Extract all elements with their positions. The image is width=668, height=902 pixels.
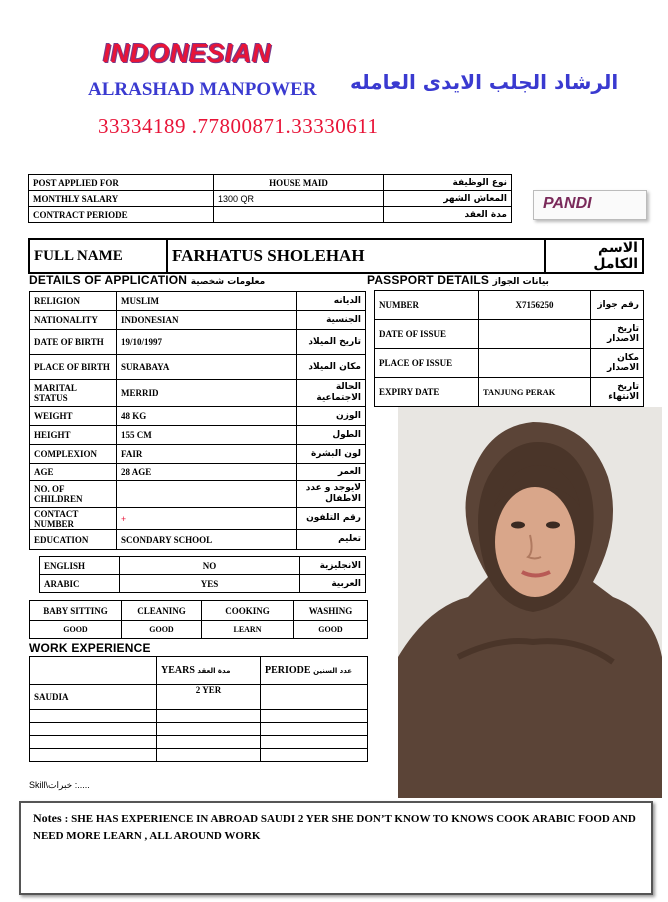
skills-table xyxy=(29,600,368,639)
language-value: YES xyxy=(120,575,300,593)
post-row xyxy=(29,175,512,191)
passport-label: PLACE OF ISSUE xyxy=(375,349,479,378)
work-years-label: YEARS xyxy=(161,665,195,676)
work-years: 2 YER xyxy=(157,685,261,710)
details-label: NO. OF CHILDREN xyxy=(30,481,117,508)
work-years xyxy=(157,710,261,723)
details-value: FAIR xyxy=(117,445,297,464)
details-label-ar: الجنسية xyxy=(297,311,366,330)
details-table xyxy=(29,291,366,550)
passport-value xyxy=(479,349,591,378)
post-label: MONTHLY SALARY xyxy=(29,191,214,207)
post-label: POST APPLIED FOR xyxy=(29,175,214,191)
work-period-label: PERIODE xyxy=(265,665,311,676)
passport-row xyxy=(375,378,644,407)
work-years-label-ar: مدة العقد xyxy=(197,667,231,675)
work-header-period xyxy=(261,657,368,685)
work-country: SAUDIA xyxy=(30,685,157,710)
details-value: + xyxy=(117,508,297,530)
work-row xyxy=(30,710,368,723)
applicant-photo xyxy=(398,407,662,798)
passport-title-text: PASSPORT DETAILS xyxy=(367,273,490,287)
work-period-label-ar: عدد السنين xyxy=(313,667,353,675)
passport-row xyxy=(375,320,644,349)
details-label: MARITAL STATUS xyxy=(30,380,117,407)
details-value: 48 KG xyxy=(117,407,297,426)
company-name-arabic: الرشاد الجلب الايدى العامله xyxy=(350,70,619,94)
details-row xyxy=(30,311,366,330)
work-header-country xyxy=(30,657,157,685)
details-value: MUSLIM xyxy=(117,292,297,311)
skill-value: GOOD xyxy=(122,621,202,639)
work-country xyxy=(30,749,157,762)
details-label-ar: الطول xyxy=(297,426,366,445)
notes-label: Notes xyxy=(33,811,62,825)
details-row xyxy=(30,445,366,464)
details-label-ar: مكان الميلاد xyxy=(297,355,366,380)
details-value: 155 CM xyxy=(117,426,297,445)
agent-badge: PANDI xyxy=(533,190,647,220)
details-label-ar: تاريخ الميلاد xyxy=(297,330,366,355)
passport-title-ar: بيانات الجواز xyxy=(492,277,549,287)
skill-value: GOOD xyxy=(30,621,122,639)
details-label-ar: لون البشرة xyxy=(297,445,366,464)
post-table xyxy=(28,174,512,223)
details-label: DATE OF BIRTH xyxy=(30,330,117,355)
passport-title xyxy=(367,273,549,287)
details-value: 19/10/1997 xyxy=(117,330,297,355)
languages-table xyxy=(39,556,366,593)
details-value: SCONDARY SCHOOL xyxy=(117,530,297,550)
details-title-text: DETAILS OF APPLICATION xyxy=(29,273,188,287)
post-row xyxy=(29,191,512,207)
details-value: MERRID xyxy=(117,380,297,407)
details-row xyxy=(30,355,366,380)
details-row xyxy=(30,292,366,311)
work-row xyxy=(30,736,368,749)
work-country xyxy=(30,723,157,736)
work-country xyxy=(30,736,157,749)
work-header-years xyxy=(157,657,261,685)
phone-numbers: 33334189 .77800871.33330611 xyxy=(98,114,379,138)
details-label-ar: رقم التلفون xyxy=(297,508,366,530)
language-label: ENGLISH xyxy=(40,557,120,575)
work-years xyxy=(157,749,261,762)
details-row xyxy=(30,426,366,445)
post-value: HOUSE MAID xyxy=(214,175,384,191)
post-label-ar: المعاش الشهر xyxy=(384,191,512,207)
passport-label: EXPIRY DATE xyxy=(375,378,479,407)
details-label: COMPLEXION xyxy=(30,445,117,464)
post-row xyxy=(29,207,512,223)
passport-label-ar: رقم جواز xyxy=(591,291,644,320)
work-period xyxy=(261,710,368,723)
work-row xyxy=(30,749,368,762)
details-title xyxy=(29,273,265,287)
skill-value: LEARN xyxy=(202,621,294,639)
details-value: SURABAYA xyxy=(117,355,297,380)
post-value xyxy=(214,207,384,223)
details-label: WEIGHT xyxy=(30,407,117,426)
passport-label: NUMBER xyxy=(375,291,479,320)
work-country xyxy=(30,710,157,723)
work-period xyxy=(261,736,368,749)
details-row xyxy=(30,464,366,481)
skill-header: BABY SITTING xyxy=(30,601,122,621)
work-row xyxy=(30,685,368,710)
skill-value: GOOD xyxy=(294,621,368,639)
language-row xyxy=(40,557,366,575)
skill-line: Skill\خبرات :..... xyxy=(29,780,90,790)
post-label: CONTRACT PERIODE xyxy=(29,207,214,223)
notes-box xyxy=(19,801,653,895)
details-label-ar: لايوجد و عدد الاطفال xyxy=(297,481,366,508)
work-years xyxy=(157,736,261,749)
full-name-label: FULL NAME xyxy=(29,239,167,273)
details-row xyxy=(30,530,366,550)
full-name-label-ar: الاسم الكامل xyxy=(545,239,643,273)
full-name-table xyxy=(28,238,644,274)
details-label: NATIONALITY xyxy=(30,311,117,330)
skill-header: WASHING xyxy=(294,601,368,621)
details-label: PLACE OF BIRTH xyxy=(30,355,117,380)
details-label: AGE xyxy=(30,464,117,481)
passport-value: TANJUNG PERAK xyxy=(479,378,591,407)
work-table xyxy=(29,656,368,762)
post-label-ar: نوع الوظيفة xyxy=(384,175,512,191)
details-row xyxy=(30,330,366,355)
passport-table xyxy=(374,290,644,407)
details-row xyxy=(30,508,366,530)
work-period xyxy=(261,685,368,710)
details-label: HEIGHT xyxy=(30,426,117,445)
work-period xyxy=(261,749,368,762)
details-row xyxy=(30,481,366,508)
full-name-value: FARHATUS SHOLEHAH xyxy=(167,239,545,273)
work-years xyxy=(157,723,261,736)
work-row xyxy=(30,723,368,736)
details-label-ar: الحالة الاجتماعية xyxy=(297,380,366,407)
brand-title: INDONESIAN xyxy=(103,38,272,68)
details-label: CONTACT NUMBER xyxy=(30,508,117,530)
details-label-ar: الديانه xyxy=(297,292,366,311)
details-label-ar: العمر xyxy=(297,464,366,481)
details-label-ar: تعليم xyxy=(297,530,366,550)
details-row xyxy=(30,407,366,426)
passport-label-ar: تاريخ الاصدار xyxy=(591,320,644,349)
post-label-ar: مدة العقد xyxy=(384,207,512,223)
skill-header: COOKING xyxy=(202,601,294,621)
passport-row xyxy=(375,291,644,320)
skill-header: CLEANING xyxy=(122,601,202,621)
details-value xyxy=(117,481,297,508)
notes-text: : SHE HAS EXPERIENCE IN ABROAD SAUDI 2 YER SHE DON’T KNOW TO KNOWS COOK ARABIC FOOD AND NEED MORE LEARN , ALL AROUND WORK xyxy=(33,813,636,842)
passport-label: DATE OF ISSUE xyxy=(375,320,479,349)
passport-value: X7156250 xyxy=(479,291,591,320)
language-label-ar: العربية xyxy=(300,575,366,593)
passport-label-ar: تاريخ الانتهاء xyxy=(591,378,644,407)
work-title: WORK EXPERIENCE xyxy=(29,641,151,655)
language-row xyxy=(40,575,366,593)
work-period xyxy=(261,723,368,736)
language-label-ar: الانجليزية xyxy=(300,557,366,575)
passport-row xyxy=(375,349,644,378)
details-row xyxy=(30,380,366,407)
details-label: RELIGION xyxy=(30,292,117,311)
company-name: ALRASHAD MANPOWER xyxy=(88,79,317,100)
details-label: EDUCATION xyxy=(30,530,117,550)
language-label: ARABIC xyxy=(40,575,120,593)
details-value: INDONESIAN xyxy=(117,311,297,330)
passport-value xyxy=(479,320,591,349)
post-value: 1300 QR xyxy=(214,191,384,207)
photo-illustration xyxy=(398,407,662,798)
language-value: NO xyxy=(120,557,300,575)
details-label-ar: الوزن xyxy=(297,407,366,426)
details-value: 28 AGE xyxy=(117,464,297,481)
details-title-ar: معلومات شخصية xyxy=(190,277,266,287)
passport-label-ar: مكان الاصدار xyxy=(591,349,644,378)
